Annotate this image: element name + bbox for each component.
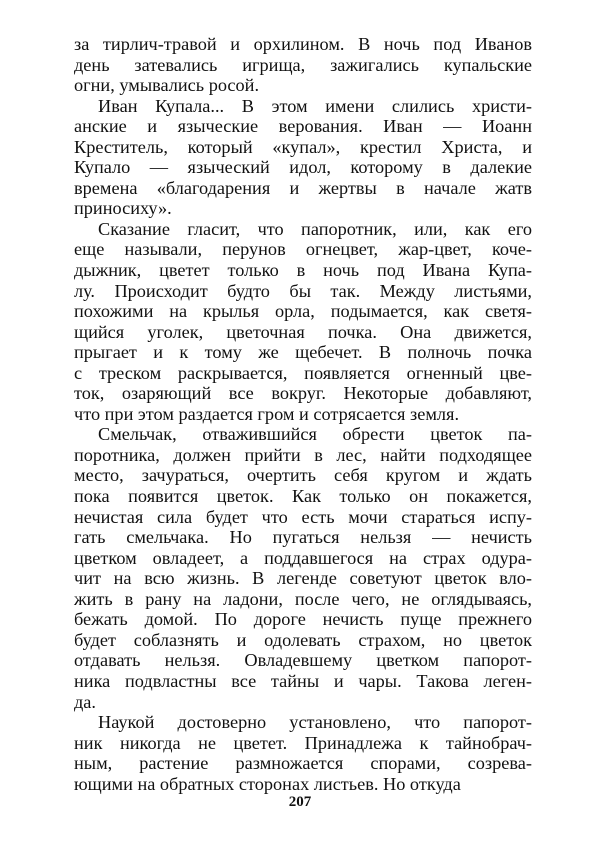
text-line: с треском раскрывается, появляется огненный цве-: [74, 362, 532, 383]
paragraph: [74, 219, 532, 424]
text-line: пока появится цветок. Как только он покажется,: [74, 486, 532, 507]
text-line: день затевались игрища, зажигались купальские: [74, 54, 532, 75]
text-line: Сказание гласит, что папоротник, или, как его: [98, 218, 532, 239]
text-line: что при этом раздается гром и сотрясается земля.: [74, 403, 460, 424]
text-line: лу. Происходит будто бы так. Между листьями,: [74, 280, 532, 301]
text-line: щийся уголек, цветочная почка. Она движется,: [74, 321, 532, 342]
text-line: место, зачураться, очертить себя кругом и ждать: [74, 465, 532, 486]
text-line: Наукой достоверно установлено, что папорот-: [98, 712, 532, 733]
text-line: ток, озаряющий все вокруг. Некоторые добавляют,: [74, 383, 532, 404]
text-line: Купало — языческий идол, которому в далекие: [74, 157, 532, 178]
text-line: да.: [74, 691, 96, 712]
text-line: еще называли, перунов огнецвет, жар-цвет, коче-: [74, 239, 532, 260]
text-line: похожими на крылья орла, подымается, как светя-: [74, 301, 532, 322]
text-line: жить в рану на ладони, после чего, не оглядываясь,: [74, 588, 532, 609]
text-line: будет соблазнять и одолевать страхом, но цветок: [74, 629, 532, 650]
text-line: прыгает и к тому же щебечет. В полночь почка: [74, 342, 532, 363]
text-line: за тирлич-травой и орхилином. В ночь под Иванов: [74, 34, 532, 54]
text-line: дыжник, цветет только в ночь под Ивана Купа-: [74, 260, 532, 281]
body-text: [74, 34, 532, 794]
paragraph: [74, 34, 532, 96]
text-line: времена «благодарения и жертвы в начале жатв: [74, 177, 532, 198]
text-line: ника подвластны все тайны и чары. Такова леген-: [74, 670, 532, 691]
text-line: бежать домой. По дороге нечисть пуще прежнего: [74, 609, 532, 630]
text-line: поротника, должен прийти в лес, найти подходящее: [74, 444, 532, 465]
text-line: огни, умывались росой.: [74, 75, 260, 96]
text-line: ник никогда не цветет. Принадлежа к тайнобрач-: [74, 732, 532, 753]
text-line: отдавать нельзя. Овладевшему цветком папорот-: [74, 650, 532, 671]
text-line: цветком овладеет, а поддавшегося на страх одура-: [74, 547, 532, 568]
text-line: Креститель, который «купал», крестил Христа, и: [74, 136, 532, 157]
text-line: Иван Купала... В этом имени слились христи-: [98, 95, 532, 116]
paragraph: [74, 712, 532, 794]
text-line: чит на всю жизнь. В легенде советуют цветок вло-: [74, 568, 532, 589]
paragraph: [74, 424, 532, 712]
paragraph: [74, 96, 532, 219]
text-line: ным, растение размножается спорами, созрева-: [74, 753, 532, 774]
text-line: гать смельчака. Но пугаться нельзя — нечисть: [74, 527, 532, 548]
page-number: 207: [288, 794, 312, 810]
text-line: Смельчак, отважившийся обрести цветок па-: [98, 424, 532, 445]
text-line: нечистая сила будет что есть мочи стараться испу-: [74, 506, 532, 527]
text-line: анские и языческие верования. Иван — Иоанн: [74, 116, 532, 137]
text-line: ющими на обратных сторонах листьев. Но откуда: [74, 773, 461, 794]
text-line: приносиху».: [74, 198, 172, 219]
